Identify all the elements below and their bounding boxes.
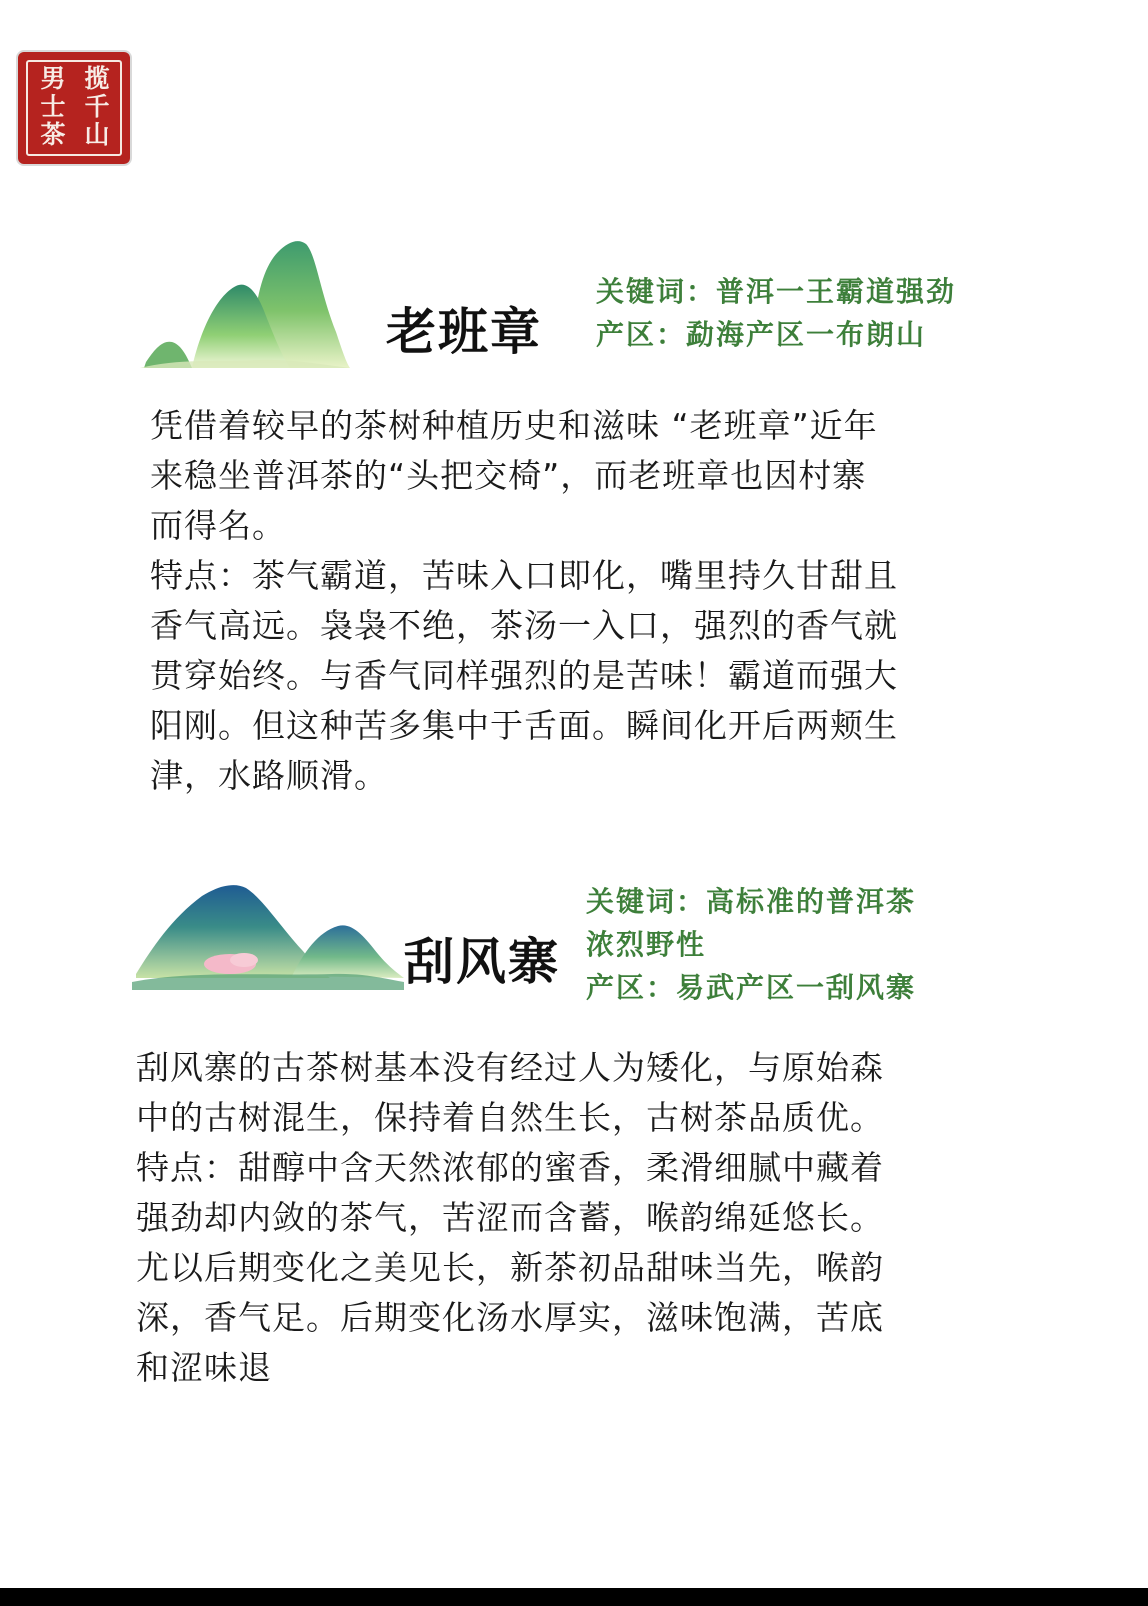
section-1-line: 津，水路顺滑。 <box>150 756 388 795</box>
section-1-line: 香气高远。袅袅不绝，茶汤一入口，强烈的香气就 <box>150 606 898 645</box>
section-2-line: 尤以后期变化之美见长，新茶初品甜味当先，喉韵 <box>136 1248 884 1287</box>
section-2-line: 中的古树混生，保持着自然生长，古树茶品质优。 <box>136 1098 884 1137</box>
seal-char-1: 揽 <box>84 64 110 93</box>
section-2-keywords-cont: 浓烈野性 <box>586 928 707 961</box>
section-2-line: 刮风寨的古茶树基本没有经过人为矮化，与原始森 <box>136 1048 884 1087</box>
section-2-region: 产区：易武产区一刮风寨 <box>586 971 917 1004</box>
section-1-line: 阳刚。但这种苦多集中于舌面。瞬间化开后两颊生 <box>150 706 898 745</box>
section-1-line: 特点：茶气霸道，苦味入口即化，嘴里持久甘甜且 <box>150 556 898 595</box>
bottom-bar <box>0 1588 1148 1606</box>
section-2-line: 和涩味退 <box>136 1348 272 1387</box>
seal-char-5: 士 <box>40 92 66 121</box>
section-2-line: 特点：甜醇中含天然浓郁的蜜香，柔滑细腻中藏着 <box>136 1148 884 1187</box>
seal-char-4: 男 <box>40 64 66 93</box>
seal-char-2: 千 <box>84 92 110 121</box>
section-2-line: 深，香气足。后期变化汤水厚实，滋味饱满，苦底 <box>136 1298 884 1337</box>
section-1-line: 凭借着较早的茶树种植历史和滋味 “老班章”近年 <box>150 406 878 445</box>
section-1-title: 老班章 <box>386 303 542 361</box>
section-2-body <box>136 1043 884 1393</box>
section-2-keywords: 关键词：高标准的普洱茶 <box>586 885 917 918</box>
section-1-body <box>150 401 898 801</box>
seal-logo <box>18 52 130 164</box>
seal-char-3: 山 <box>84 120 110 149</box>
section-1-keywords: 关键词：普洱一王霸道强劲 <box>596 275 957 308</box>
mountain-illustration-1 <box>140 232 350 372</box>
section-1-region: 产区：勐海产区一布朗山 <box>596 318 927 351</box>
mountain-illustration-2 <box>132 878 404 990</box>
seal-char-6: 茶 <box>40 120 66 149</box>
section-1-line: 贯穿始终。与香气同样强烈的是苦味！霸道而强大 <box>150 656 898 695</box>
section-1-line: 而得名。 <box>150 506 286 545</box>
section-1-line: 来稳坐普洱茶的“头把交椅”，而老班章也因村寨 <box>150 456 867 495</box>
section-2-title: 刮风寨 <box>404 933 560 991</box>
section-2-line: 强劲却内敛的茶气，苦涩而含蓄，喉韵绵延悠长。 <box>136 1198 884 1237</box>
